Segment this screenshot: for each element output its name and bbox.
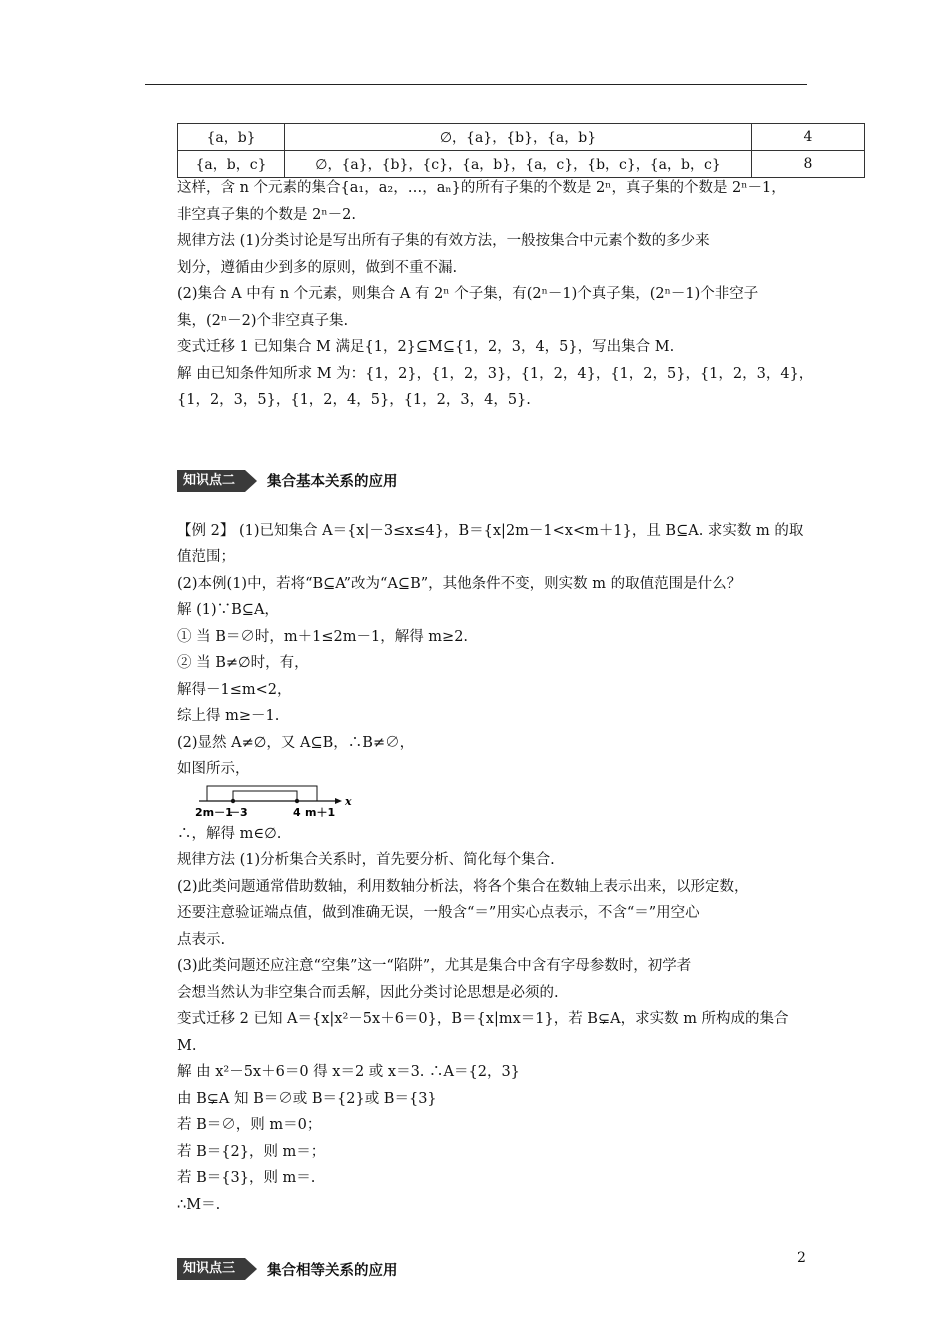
- text-line: 解得－1≤m<2，: [177, 681, 292, 698]
- header-rule: [145, 84, 807, 85]
- text-line: 这样，含 n 个元素的集合{a₁，a₂，…，aₙ}的所有子集的个数是 2ⁿ，真子集的个数是 2ⁿ－1，: [177, 180, 786, 196]
- text-line: 非空真子集的个数是 2ⁿ－2.: [177, 206, 356, 223]
- text-line: 变式迁移 1 已知集合 M 满足{1，2}⊆M⊆{1，2，3，4，5}，写出集合 M.: [177, 339, 675, 355]
- number-line-svg: [177, 783, 377, 821]
- text-line: 规律方法 (1)分析集合关系时，首先要分析、简化每个集合.: [177, 852, 555, 868]
- text-line: 解 (1)∵B⊆A，: [177, 602, 279, 618]
- label-neg3: －3: [229, 805, 248, 819]
- text-line: 变式迁移 2 已知 A＝{x|x²－5x＋6＝0}，B＝{x|mx＝1}，若 B⊊A，求实数 m 所构成的集合: [177, 1011, 789, 1027]
- table-cell: {a，b，c}: [178, 151, 285, 178]
- table-row: [178, 124, 865, 151]
- table-cell: ∅，{a}，{b}，{a，b}: [285, 124, 752, 151]
- text-line: 集，(2ⁿ－2)个非空真子集.: [177, 312, 349, 329]
- subsets-table: [177, 123, 865, 178]
- text-line: (2)本例(1)中，若将“B⊆A”改为“A⊆B”，其他条件不变，则实数 m 的取值范围是什么？: [177, 575, 742, 592]
- section-title: 集合相等关系的应用: [267, 1262, 398, 1279]
- document-body: [177, 175, 817, 1284]
- label-m+1: m＋1: [305, 805, 336, 819]
- text-line: 解 由 x²－5x＋6＝0 得 x＝2 或 x＝3. ∴A＝{2，3}: [177, 1064, 520, 1080]
- point-4: [295, 798, 299, 802]
- text-line: 会想当然认为非空集合而丢解，因此分类讨论思想是必须的.: [177, 984, 559, 1001]
- text-line: 还要注意验证端点值，做到准确无误，一般含“＝”用实心点表示，不含“＝”用空心: [177, 905, 700, 921]
- text-line: ② 当 B≠∅时，有，: [177, 655, 309, 671]
- text-line: ① 当 B＝∅时，m＋1≤2m－1，解得 m≥2.: [177, 628, 469, 645]
- set-b-bracket: [207, 786, 317, 801]
- label-2m-1: 2m－1: [195, 805, 233, 819]
- text-line: 点表示.: [177, 931, 226, 948]
- section-heading: [177, 1254, 817, 1284]
- text-line: M.: [177, 1037, 197, 1054]
- page-number: 2: [797, 1250, 806, 1266]
- text-line: 【例 2】 (1)已知集合 A＝{x|－3≤x≤4}，B＝{x|2m－1<x<m＋1}，且 B⊆A. 求实数 m 的取: [177, 522, 804, 539]
- label-x: x: [345, 794, 352, 808]
- label-4: 4: [293, 805, 301, 819]
- section-badge: 知识点二: [177, 470, 245, 492]
- text-line: (2)集合 A 中有 n 个元素，则集合 A 有 2ⁿ 个子集，有(2ⁿ－1)个真子集，(2ⁿ－1)个非空子: [177, 286, 759, 302]
- axis-arrow: [335, 798, 342, 804]
- text-line: 值范围；: [177, 549, 235, 565]
- table-cell: 8: [752, 151, 865, 178]
- table-cell: ∅，{a}，{b}，{c}，{a，b}，{a，c}，{b，c}，{a，b，c}: [285, 151, 752, 178]
- text-line: ∴M＝.: [177, 1196, 221, 1213]
- text-line: 由 B⊊A 知 B＝∅或 B＝{2}或 B＝{3}: [177, 1090, 437, 1107]
- text-line: 综上得 m≥－1.: [177, 708, 280, 724]
- section-heading: [177, 466, 817, 496]
- table-cell: {a，b}: [178, 124, 285, 151]
- text-line: 若 B＝{3}，则 m＝.: [177, 1170, 316, 1186]
- text-line: 解 由已知条件知所求 M 为：{1，2}，{1，2，3}，{1，2，4}，{1，2，5}，{1，2，3，4}，: [177, 365, 814, 382]
- number-line-figure: [177, 783, 817, 821]
- text-line: 如图所示，: [177, 761, 250, 777]
- text-line: 划分，遵循由少到多的原则，做到不重不漏.: [177, 259, 458, 276]
- text-line: (3)此类问题还应注意“空集”这一“陷阱”，尤其是集合中含有字母参数时，初学者: [177, 958, 692, 974]
- table-row: [178, 151, 865, 178]
- text-line: {1，2，3，5}，{1，2，4，5}，{1，2，3，4，5}.: [177, 392, 531, 408]
- set-a-bracket: [233, 791, 297, 801]
- text-line: 规律方法 (1)分类讨论是写出所有子集的有效方法，一般按集合中元素个数的多少来: [177, 233, 710, 249]
- section-badge: 知识点三: [177, 1258, 245, 1280]
- text-line: ∴，解得 m∈∅.: [177, 825, 282, 842]
- text-line: (2)此类问题通常借助数轴，利用数轴分析法，将各个集合在数轴上表示出来，以形定数，: [177, 878, 749, 895]
- section-title: 集合基本关系的应用: [267, 474, 398, 490]
- point-neg3: [231, 798, 235, 802]
- text-line: (2)显然 A≠∅，又 A⊆B，∴B≠∅，: [177, 734, 415, 751]
- table-cell: 4: [752, 124, 865, 151]
- text-line: 若 B＝∅，则 m＝0；: [177, 1117, 322, 1133]
- text-line: 若 B＝{2}，则 m＝；: [177, 1143, 326, 1160]
